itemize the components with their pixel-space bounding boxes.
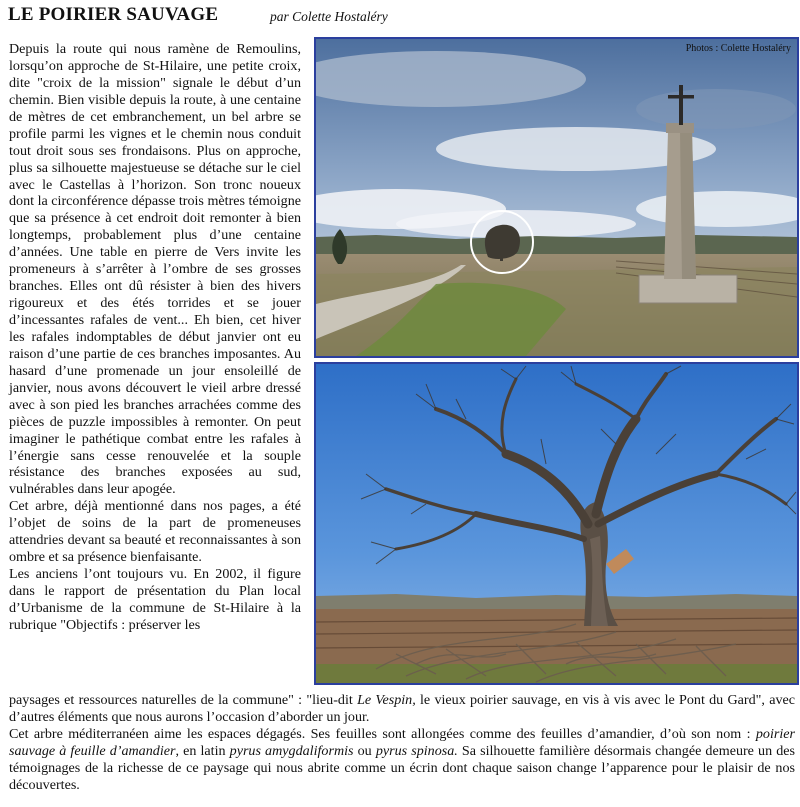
photo-damaged-tree [314,362,799,685]
photo-cross-landscape [314,37,799,358]
paragraph-3-start: Les anciens l’ont toujours vu. En 2002, il figure dans le rapport de présentation du Plan local d’Urbanisme de la commune de St-Hilaire à la rubrique "Objectifs : préserver les [9,566,301,633]
common-name: poirier sauvage à feuille d’amandier [9,725,795,759]
place-name-vespin: Le Vespin, [357,692,416,708]
article-full-width-text [9,692,795,794]
paragraph-3-end [9,692,795,726]
p4-text-b: , en latin [175,742,230,759]
paragraph-4 [9,726,795,794]
paragraph-2: Cet arbre, déjà mentionné dans nos pages, a été l’objet de soins de la part de promeneuses attendries devant sa beauté et reconnaissantes à son ombre et sa présence bienfaisante. [9,498,301,566]
article-title: LE POIRIER SAUVAGE [8,4,219,25]
p4-text-a: Cet arbre méditerranéen aime les espaces dégagés. Ses feuilles sont allongées comme des feuilles d’amandier, d’où son nom : [9,725,756,742]
photo-damaged-tree-image [316,364,797,683]
photo-cross-landscape-image [316,39,797,356]
p3-text-b: le vieux poirier sauvage, en vis à vis avec le Pont du Gard", avec d’autres éléments que nous aurons l’occasion d’aborder un jour. [9,692,796,725]
p4-text-c: ou [353,742,376,759]
p4-text-d: Sa silhouette familière désormais changée demeure un des témoignages de la richesse de ce paysage qui nous abrite comme un écrin dont chaque saison change l’apparence pour le plaisir de nos découvertes. [9,742,795,793]
photo-credit: Photos : Colette Hostaléry [685,43,791,54]
p3-text-a: paysages et ressources naturelles de la commune" : "lieu-dit [9,692,358,708]
article-column [9,41,301,634]
article-byline: par Colette Hostaléry [270,9,388,24]
paragraph-1: Depuis la route qui nous ramène de Remoulins, lorsqu’on approche de St-Hilaire, une petite croix, dite "croix de la mission" signale le début d’un chemin. Bien visible depuis la route, à une centaine de mètres de cet embranchement, un bel arbre se profile parmi les vignes et le chemin nous conduit tout droit sous ses frondaisons. Plus on approche, plus sa silhouette majestueuse se détache sur le ciel avec le Castellas à l’horizon. Son tronc noueux dont la circonférence dépasse trois mètres témoigne que sa présence à cet endroit doit remonter à bien longtemps, probablement plus d’une centaine d’années. Une table en pierre de Vers invite les promeneurs à s’arrêter à l’ombre de ses grosses branches. Elles ont dû résister à bien des hivers rigoureux et des étés torrides et se jouer d’incessantes rafales de vent... Eh bien, cet hiver les rafales indomptables de début janvier ont eu raison d’une partie de ces branches imposantes. Au hasard d’une promenade un jour ensoleillé de janvier, nous avons découvert le vieil arbre dressé avec à son pied les branches arrachées comme des pièces de puzzle impossibles à remonter. On peut imaginer le pathétique combat entre les rafales à l’énergie sans cesse renouvelée et la souple résistance des branches exposées au sud, vulnérables dans leur apogée. [9,41,301,498]
latin-name-1: pyrus amygdaliformis [229,742,354,759]
latin-name-2: pyrus spinosa. [375,742,458,759]
